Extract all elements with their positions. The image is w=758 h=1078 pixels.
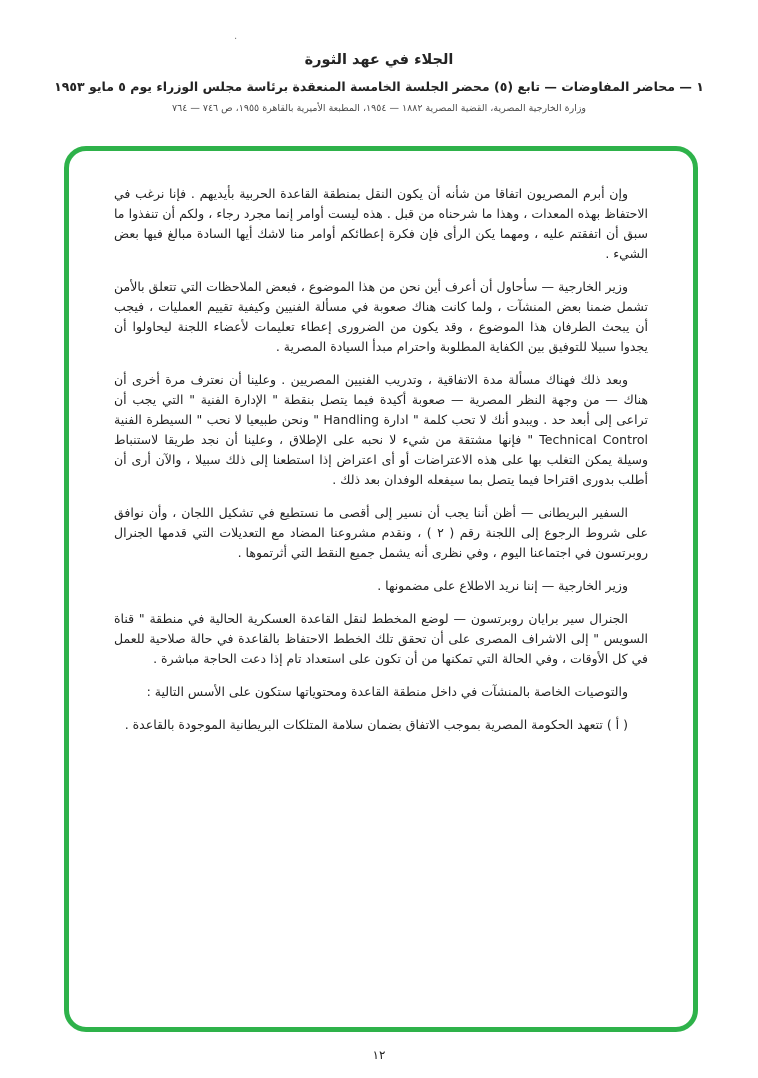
body-paragraph: الجنرال سير برايان روبرتسون — لوضع المخطط لنقل القاعدة العسكرية الحالية في منطقة " قناة السويس " إلى الاشراف المصرى على أن تحقق تلك الخطط الاحتفاظ بالقاعدة في حالة صلاحية للعمل في كل الأوقات ، وفي الحالة التي تمكنها من أن تكون على استعداد تام إذا دعت الحاجة مباشرة . bbox=[114, 611, 648, 666]
body-paragraph-list-item: ( أ ) تتعهد الحكومة المصرية بموجب الاتفاق بضمان سلامة المتلكات البريطانية الموجودة بالقاعدة . bbox=[124, 717, 628, 732]
source-citation: وزارة الخارجية المصرية، القضية المصرية ١٨٨٢ — ١٩٥٤، المطبعة الأميرية بالقاهرة ١٩٥٥، ص ٧٤٦ — ٧٦٤ bbox=[171, 103, 586, 114]
stray-print-mark: · bbox=[234, 34, 238, 45]
document-subtitle: ١ — محاضر المفاوضات — تابع (٥) محضر الجلسة الخامسة المنعقدة برئاسة مجلس الوزراء يوم ٥ مايو ١٩٥٣ bbox=[54, 79, 704, 94]
body-paragraph: وإن أبرم المصريون اتفاقا من شأنه أن يكون النقل بمنطقة القاعدة الحربية بأيديهم . فإنا نرغب في الاحتفاظ بهذه المعدات ، وهذا ما شرحناه من قبل . هذه ليست أوامر إنما مجرد رجاء ، ولكم أن تنفذوا ما سبق أن اتفقتم عليه ، ومهما يكن الرأى فإن فكرة إعطائكم أوامر منا لاشك أيها السادة مبالغ فيها بعض الشيء . bbox=[114, 186, 648, 261]
body-paragraph: السفير البريطانى — أظن أننا يجب أن نسير إلى أقصى ما نستطيع في تشكيل اللجان ، وأن نوافق على شروط الرجوع إلى اللجنة رقم ( ٢ ) ، ونقدم مشروعنا المضاد مع التعديلات التي قدمها الجنرال روبرتسون في اجتماعنا اليوم ، وفي نظرى أنه يشمل جميع النقط التي أثرتموها . bbox=[114, 505, 648, 560]
document-header bbox=[0, 52, 758, 114]
document-title: الجلاء في عهد الثورة bbox=[304, 52, 454, 68]
body-paragraph: وزير الخارجية — سأحاول أن أعرف أين نحن من هذا الموضوع ، فبعض الملاحظات التي تتعلق بالأمن تشمل ضمنا بعض المنشآت ، ولما كانت هناك صعوبة في مسألة الفنيين وكيفية تقييم العمليات ، فيجب أن يبحث الطرفان هذا الموضوع ، وقد يكون من الضرورى إعطاء تعليمات لأعضاء اللجنة ليحاولوا أن يجدوا سبيلا للتوفيق بين الكفاية المطلوبة واحترام مبدأ السيادة المصرية . bbox=[114, 279, 648, 354]
body-paragraph: والتوصيات الخاصة بالمنشآت في داخل منطقة القاعدة ومحتوياتها ستكون على الأسس التالية : bbox=[146, 684, 628, 699]
body-paragraph: وبعد ذلك فهناك مسألة مدة الاتفاقية ، وتدريب الفنيين المصريين . وعلينا أن نعترف مرة أخرى أن هناك — من وجهة النظر المصرية — صعوبة أكيدة فيما يتصل بنقطة " الإدارة الفنية " التي يجب أن تراعى إلى أبعد حد . ويبدو أنك لا تحب كلمة " ادارة Handling " ونحن طبيعيا لا نحب " السيطرة الفنية Technical Control " فإنها مشتقة من شيء لا نحبه على الإطلاق ، وعلينا أن نجد طريقا لاستنباط وسيلة يمكن التغلب بها على هذه الاعتراضات أو أى اعتراض إذا استطعنا إلى ذلك سبيلا ، والآن أرى أن أطلب بدورى اقتراحا فيما يتصل بما سيفعله الوفدان بعد ذلك . bbox=[114, 372, 648, 487]
body-paragraph: وزير الخارجية — إننا نريد الاطلاع على مضمونها . bbox=[377, 578, 628, 593]
document-body bbox=[114, 184, 648, 748]
page-number: ١٢ bbox=[372, 1048, 386, 1062]
